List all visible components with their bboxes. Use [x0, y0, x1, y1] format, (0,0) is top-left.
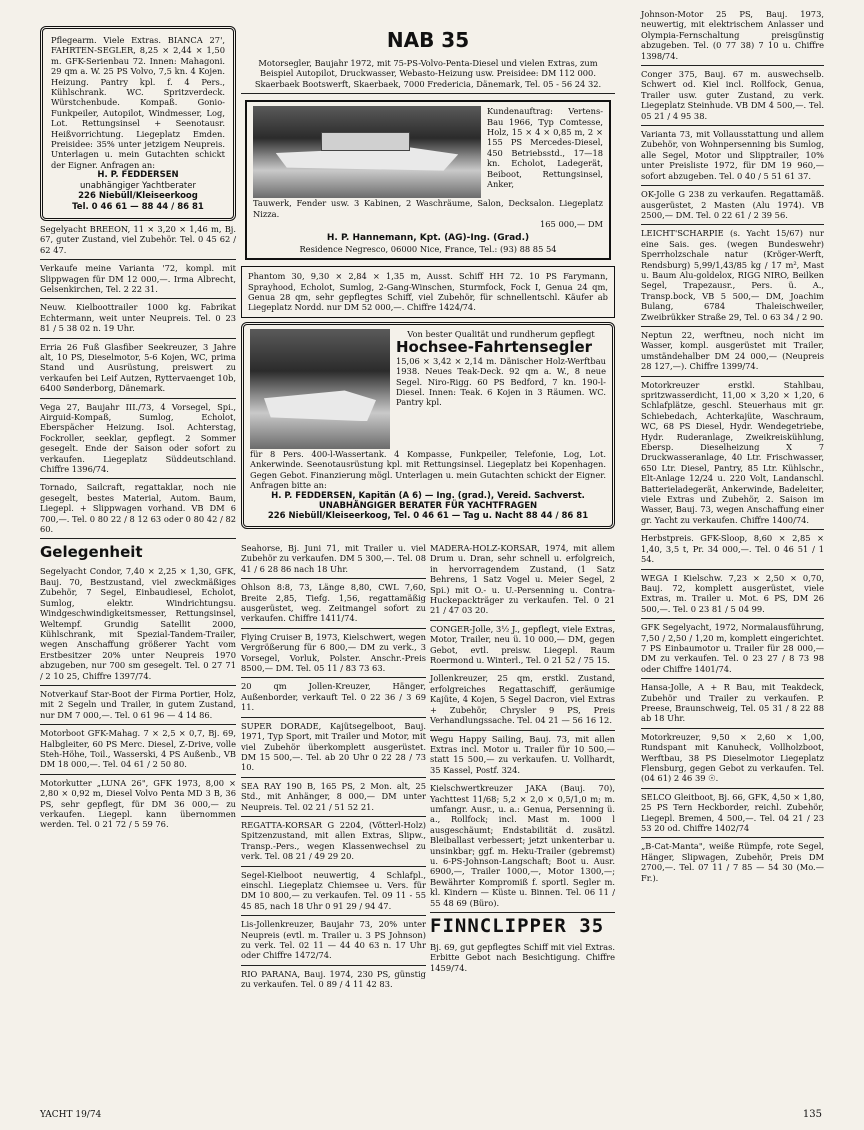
hannemann-ad-price: 165 000,— DM: [539, 219, 603, 230]
hannemann-address: Residence Negresco, 06000 Nice, France, Tel.: (93) 88 85 54: [299, 243, 557, 254]
classified-ad: Erria 26 Fuß Glasfiber Seekreuzer, 3 Jahre alt, 10 PS, Dieselmotor, 5-6 Kojen, WC, prima Stand und Ausrüstung, preiswert zu verkaufen bei Leif Autzen, Ryttervaenget 10b, 6400 Sønderborg, Dänemark.: [40, 339, 236, 399]
classified-ad: „B-Cat-Manta", weiße Rümpfe, rote Segel, Hänger, Slipwagen, Zubehör, Preis DM 2700,—. Tel. 07 11 / 7 85 — 54 30 (Mo.—Fr.).: [641, 841, 824, 883]
column-2b: [430, 540, 615, 977]
classified-ad: SEA RAY 190 B, 165 PS, 2 Mon. alt, 25 Std., mit Anhänger, 8 000,— DM unter Neupreis. Tel. 02 21 / 51 52 21.: [241, 778, 426, 817]
classified-ad: Verkaufe meine Varianta '72, kompl. mit Slippwagen für DM 12 000,—. Irma Albrecht, Gelsenkirchen, Tel. 2 22 31.: [40, 260, 236, 299]
classified-ad: Jollenkreuzer, 25 qm, erstkl. Zustand, erfolgreiches Regattaschiff, geräumige Kajüte, 4 Kojen, 5 Segel Dacron, viel Extras + Zubehör, Chrysler 9 PS, Preis Verhandlungssache. Tel. 04 21 — 56 16 12.: [430, 670, 615, 730]
classified-ad: SUPER DORADE, Kajütsegelboot, Bauj. 1971, Typ Sport, mit Trailer und Motor, mit viel Zubehör überkomplett ausgerüstet. DM 15 500,—. Tel. ab 20 Uhr 0 22 28 / 73 10.: [241, 718, 426, 778]
feddersen-signature-name: H. P. FEDDERSEN: [97, 170, 179, 181]
classified-ad: Seahorse, Bj. Juni 71, mit Trailer u. viel Zubehör zu verkaufen. DM 5 300,—. Tel. 08 41 / 6 28 86 nach 18 Uhr.: [241, 540, 426, 579]
classified-ad: Herbstpreis. GFK-Sloop, 8,60 × 2,85 × 1,40, 3,5 t, Pr. 34 000,—. Tel. 0 46 51 / 1 54.: [641, 530, 824, 569]
hochsee-signature-address: 226 Niebüll/Kleiseerkoog, Tel. 0 46 61 — Tag u. Nacht 88 44 / 86 81: [267, 511, 589, 522]
nab-ad-title: NAB 35: [386, 28, 470, 52]
classified-ad: 20 qm Jollen-Kreuzer, Hänger, Außenborder, verkauft Tel. 0 22 36 / 3 69 11.: [241, 678, 426, 717]
classified-ad: LEICHT'SCHARPIE (s. Yacht 15/67) nur eine Sais. ges. (wegen Bundeswehr) Sperrholzschale natur (Kröger-Werft, Rendsburg) 5,99/1,43/85 kg / 17 m², Mast u. Baum Alu-goldelox, RIGG NIRO, Beilken Segel, Trapezausr., Pers. ü. A., Transp.bock, VB 5 500,— DM, Joachim Bulang, 6784 Thaleischweiler, Zweibrükker Straße 29, Tel. 0 63 34 / 2 90.: [641, 225, 824, 327]
hannemann-ad-box: [245, 100, 611, 260]
classified-ad: Kielschwertkreuzer JAKA (Bauj. 70), Yachttest 11/68; 5,2 × 2,0 × 0,5/1,0 m; m. umfangr. Ausr., u. a.: Genua, Persenning ü. a., Rollfock; incl. Mast m. 1000 l ausgeschäumt; Endstabilität d. zusätzl. Bleiballast verbessert; jetzt unkenterbar u. unsinkbar; ggf. m. Heku-Trailer (gebremst) u. 6-PS-Johnson-Langschaft; Boot u. Ausr. 6900,—, Trailer 1000,—, Motor 1300,—; Bewährter Kompromiß f. sportl. Segler m. kl. Kindern — Küste u. Binnen. Tel. 06 11 / 55 48 69 (Büro).: [430, 780, 615, 913]
classified-ad: Motorkutter „LUNA 26", GFK 1973, 8,00 × 2,80 × 0,92 m, Diesel Volvo Penta MD 3 B, 36 PS, sehr gepflegt, für DM 36 000,— zu verkaufen. Liegepl. kann übernommen werden. Tel. 0 21 72 / 5 59 76.: [40, 777, 236, 830]
finnclipper-text: Bj. 69, gut gepflegtes Schiff mit viel Extras. Erbitte Gebot nach Besichtigung. Chiffre 1459/74.: [430, 942, 615, 973]
classified-ad: Motorkreuzer erstkl. Stahlbau, spritzwasserdicht, 11,00 × 3,20 × 1,20, 6 Schlafplätze, geschl. Steuerhaus mit gr. Schiebedach, Achterkajüte, Waschraum, WC, 68 PS Diesel, Hydr. Wendegetriebe, Hydr. Ruderanlage, Zweikreiskühlung, Ebersp. Dieselheizung X 7 Druckwasseranlage, 40 Ltr. Frischwasser, 650 Ltr. Diesel, Pantry, 85 Ltr. Kühlschr., Elt-Anlage 12/24 u. 220 Volt, Landanschl. Batterieladegerät, Ankerwinde, Badeleiter, viele Extras und Zubehör, 2. Saison im Wasser, Bauj. 73, wegen Anschaffung einer gr. Yacht zu verkaufen. Chiffre 1400/74.: [641, 377, 824, 531]
finnclipper-title: FINNCLIPPER 35: [430, 915, 605, 937]
classified-ad: Conger 375, Bauj. 67 m. auswechselb. Schwert od. Kiel incl. Rollfock, Genua, Trailer usw. guter Zustand, zu verk. Liegeplatz Steinhude. VB DM 4 500,—. Tel. 05 21 / 4 95 38.: [641, 66, 824, 126]
classified-ad: Lis-Jollenkreuzer, Baujahr 73, 20% unter Neupreis (evtl. m. Trailer u. 3 PS Johnson) zu verk. Tel. 02 11 — 44 40 63 n. 17 Uhr oder Chiffre 1472/74.: [241, 916, 426, 966]
column-2-top: [241, 26, 615, 533]
classified-ad: Varianta 73, mit Vollausstattung und allem Zubehör, von Wohnpersenning bis Sumlog, alle Segel, Motor und Slipptrailer, 10% unter Preisliste 1972, für DM 19 960,— sofort abzugeben. Tel. 0 40 / 5 51 61 37.: [641, 126, 824, 186]
classified-ad: Vega 27, Baujahr III./73, 4 Vorsegel, Spi., Airguid-Kompaß, Sumlog, Echolot, Eberspächer Heizung. Isol. Achterstag, Fockroller, seeklar, gepflegt. 2 Sommer gesegelt. Ende der Saison oder sofort zu verkaufen. Liegeplatz Süddeutschland. Chiffre 1396/74.: [40, 399, 236, 480]
classified-ad: Wegu Happy Sailing, Bauj. 73, mit allen Extras incl. Motor u. Trailer für 10 500,— statt 15 500,— zu verkaufen. U. Vollhardt, 35 Kassel, Postf. 324.: [430, 731, 615, 781]
classified-ad: Flying Cruiser B, 1973, Kielschwert, wegen Vergrößerung für 6 800,— DM zu verk., 3 Vorsegel, Vorluk, Polster. Anschr.-Preis 8500,— DM. Tel. 05 11 / 83 73 63.: [241, 629, 426, 679]
feddersen-signature-phone: Tel. 0 46 61 — 88 44 / 86 81: [72, 201, 204, 212]
classified-ad: MADERA-HOLZ-KORSAR, 1974, mit allem Drum u. Dran, sehr schnell u. erfolgreich, in hervorragendem Zustand, (1 Satz Behrens, 1 Satz Vogel u. Meier Segel, 2 Spi.) mit O.- u. U.-Persenning u. Contra-Huckepackträger zu verkaufen. Tel. 0 21 21 / 47 03 20.: [430, 540, 615, 621]
classified-ad: Tornado, Sailcraft, regattaklar, noch nie gesegelt, bestes Material, Autom. Baum, Liegepl. + Slippwagen vorhand. VB DM 6 700,—. Tel. 0 80 22 / 8 12 63 oder 0 80 42 / 82 60.: [40, 479, 236, 539]
hochsee-intro: Von bester Qualität und rundherum gepflegt: [407, 328, 595, 339]
classified-ad: OK-Jolle G 238 zu verkaufen. Regattamäß. ausgerüstet, 2 Masten (Alu 1974). VB 2500,— DM. Tel. 0 22 61 / 2 39 56.: [641, 186, 824, 225]
hochsee-ad-box: [241, 322, 615, 529]
feddersen-ad-box: [40, 26, 236, 221]
classified-ad: Hansa-Jolle, A + R Bau, mit Teakdeck, Zubehör und Trailer zu verkaufen. P. Preese, Braunschweig, Tel. 05 31 / 8 22 88 ab 18 Uhr.: [641, 679, 824, 729]
feddersen-ad-text: Pflegearm. Viele Extras. BIANCA 27', FAHRTEN-SEGLER, 8,25 × 2,44 × 1,50 m. GFK-Serienbau 72. Innen: Mahagoni. 29 qm a. W. 25 PS Volvo, 7,5 kn. 4 Kojen. Heizung. Pantry kpl. f. 4 Pers., Kühlschrank. WC. Spritzverdeck. Würstchenbude. Kompaß. Gonio-Funkpeiler, Autopilot, Windmesser, Log, Lot. Rettungsinsel + Seenotausr. Heißvorrichtung. Liegeplatz Emden. Preisidee: 35% unter jetzigem Neupreis. Unterlagen u. mein Gutachten schickt der Eigner. Anfragen an:: [51, 35, 225, 170]
classified-ad: REGATTA-KORSAR G 2204, (Vötterl-Holz) Spitzenzustand, mit allen Extras, Slipw., Transp.-Pers., wegen Klassenwechsel zu verk. Tel. 08 21 / 49 29 20.: [241, 817, 426, 867]
classified-ad: Notverkauf Star-Boot der Firma Portier, Holz, mit 2 Segeln und Trailer, in gutem Zustand, nur DM 7 000,—. Tel. 0 61 96 — 4 14 86.: [40, 686, 236, 725]
classified-ad: Neptun 22, werftneu, noch nicht im Wasser, kompl. ausgerüstet mit Trailer, umständehalber DM 24 000,— (Neupreis 28 127,—). Chiffre 1399/74.: [641, 327, 824, 377]
column-2a: [241, 540, 426, 994]
classified-ad: RIO PARANA, Bauj. 1974, 230 PS, günstig zu verkaufen. Tel. 0 89 / 4 11 42 83.: [241, 968, 426, 990]
feddersen-signature-role: unabhängiger Yachtberater: [80, 180, 196, 191]
classified-ad: Motorkreuzer, 9,50 × 2,60 × 1,00, Rundspant mit Kanuheck, Vollholzboot, Werftbau, 38 PS Dieselmotor Liegeplatz Flensburg, gegen Gebot zu verkaufen. Tel. (04 61) 2 46 39 ☉.: [641, 729, 824, 789]
hannemann-ad-text: Tauwerk, Fender usw. 3 Kabinen, 2 Waschräume, Salon, Decksalon. Liegeplatz Nizza.: [253, 198, 603, 219]
classified-ad: Johnson-Motor 25 PS, Bauj. 1973, neuwertig, mit elektrischem Anlasser und Olympia-Fernschaltung preisgünstig abzugeben. Tel. (0 77 38) 7 10 u. Chiffre 1398/74.: [641, 6, 824, 66]
classified-ad: CONGER-Jolle, 3½ J., gepflegt, viele Extras, Motor, Trailer, neu ü. 10 000,— DM, gegen Gebot, evtl. preisw. Liegepl. Raum Roermond u. Winterl., Tel. 0 21 52 / 75 15.: [430, 621, 615, 671]
footer-issue: YACHT 19/74: [40, 1110, 102, 1120]
classified-ad: Motorboot GFK-Mahag. 7 × 2,5 × 0,7, Bj. 69, Halbgleiter, 60 PS Merc. Diesel, Z-Drive, volle Steh-Höhe, Toil., Wasserski, 4 PS Außenb., VB DM 18 000,—. Tel. 04 61 / 2 50 80.: [40, 725, 236, 775]
column-3: [641, 6, 824, 887]
classified-ad: Ohlson 8:8, 73, Länge 8,80, CWL 7,60, Breite 2,85, Tiefg. 1,56, regattamäßig ausgerüstet, weg. Zeitmangel sofort zu verkaufen. Chiffre 1411/74.: [241, 579, 426, 629]
hannemann-signature: H. P. Hannemann, Kpt. (AG)-Ing. (Grad.): [326, 233, 530, 244]
phantom-ad-box: [241, 266, 615, 318]
hochsee-signature-name: H. P. FEDDERSEN, Kapitän (A 6) — Ing. (grad.), Vereid. Sachverst.: [271, 490, 585, 501]
sailing-yacht-photo: [250, 329, 390, 449]
hannemann-ad-side-text: Kundenauftrag: Vertens-Bau 1966, Typ Comtesse, Holz, 15 × 4 × 0,85 m, 2 × 155 PS Mercedes-Diesel, 450 Betriebsstd., 17—18 kn. Echolot, Ladegerät, Beiboot, Rettungsinsel, Anker,: [487, 106, 603, 190]
feddersen-signature-address: 226 Niebüll/Kleiseerkoog: [78, 191, 198, 202]
footer-page-number: 135: [802, 1109, 822, 1120]
hochsee-text: für 8 Pers. 400-l-Wassertank. 4 Kompasse, Funkpeiler, Telefonie, Log, Lot. Ankerwinde. Seenotausrüstung kpl. mit Rettungsinsel. Liegeplatz bei Kopenhagen. Gegen Gebot. Finanzierung mögl. Unterlagen u. mein Gutachten schickt der Eigner. Anfragen bitte an:: [250, 448, 606, 491]
hochsee-title: Hochsee-Fahrtensegler: [396, 338, 593, 357]
classified-ad: GFK Segelyacht, 1972, Normalausführung, 7,50 / 2,50 / 1,20 m, komplett eingerichtet. 7 PS Einbaumotor u. Trailer für 28 000,— DM zu verkaufen. Tel. 0 23 27 / 8 73 98 oder Chiffre 1401/74.: [641, 619, 824, 679]
classified-ad: WEGA I Kielschw. 7,23 × 2,50 × 0,70, Bauj. 72, komplett ausgerüstet, viele Extras, m. Trailer u. Mot. 6 PS, DM 26 500,—. Tel. 0 23 81 / 5 04 99.: [641, 570, 824, 620]
classified-ad: Segelyacht BREEON, 11 × 3,20 × 1,46 m, Bj. 67, guter Zustand, viel Zubehör. Tel. 0 45 62 / 62 47.: [40, 221, 236, 260]
hochsee-signature-role: UNABHÄNGIGER BERATER FÜR YACHTFRAGEN: [318, 500, 538, 511]
hochsee-side-text: 15,06 × 3,42 × 2,14 m. Dänischer Holz-Werftbau 1938. Neues Teak-Deck. 92 qm a. W., 8 neue Segel. Niro-Rigg. 60 PS Bedford, 7 kn. 190-l-Diesel. Innen: Teak. 6 Kojen in 3 Räumen. WC. Pantry kpl.: [396, 355, 606, 408]
motor-yacht-photo: [253, 106, 481, 198]
nab-ad-text: Motorsegler, Baujahr 1972, mit 75-PS-Volvo-Penta-Diesel und vielen Extras, zum Beispiel Autopilot, Druckwasser, Webasto-Heizung usw. Preisidee: DM 112 000. Skaerbaek Bootswerft, Skaerbaek, 7000 Fredericia, Dänemark, Tel. 05 - 56 24 32.: [241, 55, 615, 94]
classified-ad: Segel-Kielboot neuwertig, 4 Schlafpl., einschl. Liegeplatz Chiemsee u. Vers. für DM 10 800,— zu verkaufen. Tel. 09 11 - 55 45 85, nach 18 Uhr 0 91 29 / 94 47.: [241, 867, 426, 917]
column-1: [40, 26, 236, 834]
phantom-ad-text: Phantom 30, 9,30 × 2,84 × 1,35 m, Ausst. Schiff HH 72. 10 PS Farymann, Sprayhood, Echolot, Sumlog, 2-Gang-Winschen, Sturmfock, Fock I, Genua 24 qm, Genua 28 qm, sehr gepflegtes Schiff, viel Zubehör, für schnellentschl. Käufer ab Liegeplatz Nordd. nur DM 52 000,—. Chiffre 1424/74.: [248, 271, 608, 313]
gelegenheit-ad-text: Segelyacht Condor, 7,40 × 2,25 × 1,30, GFK, Bauj. 70, Bestzustand, viel zweckmäßiges Zubehör, 7 Segel, Einbaudiesel, Echolot, Sumlog, elektr. Windrichtungsu. Windgeschwindigkeitsmesser, Rettungsinsel, Weltempf. Grundig Satellit 2000, Kühlschrank, mit Spezial-Tandem-Trailer, wegen Anschaffung größerer Yacht vom Erstbesitzer 20% unter Neupreis 1970 abzugeben, nur 700 sm gesegelt. Tel. 0 27 71 / 2 10 25, Chiffre 1397/74.: [40, 563, 236, 685]
classified-ad: SELCO Gleitboot, Bj. 66, GFK, 4,50 × 1,80, 25 PS Tern Heckborder, reichl. Zubehör, Liegepl. Bremen, 4 500,—. Tel. 04 21 / 23 53 20 od. Chiffre 1402/74: [641, 789, 824, 839]
classified-ad: Neuw. Kielboottrailer 1000 kg. Fabrikat Echtermann, weit unter Neupreis. Tel. 0 23 81 / 5 38 02 n. 19 Uhr.: [40, 299, 236, 338]
gelegenheit-heading: Gelegenheit: [40, 543, 143, 562]
